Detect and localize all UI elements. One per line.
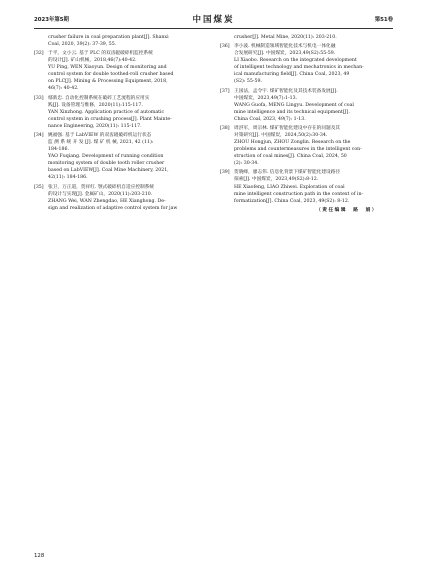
- reference-line: 的设计[J]. 矿山机械，2018,46(7):40-42.: [48, 58, 137, 64]
- reference-number: [38]: [220, 125, 230, 131]
- reference-line: problems and countermeasures in the intelligent con-: [234, 147, 362, 153]
- reference-entry: [220, 88, 396, 123]
- reference-line: WANG Guofa, MENG Lingyu. Development of coal: [234, 102, 354, 108]
- reference-continuation: [34, 34, 210, 48]
- reference-line: mine intelligent construction path in the context of in-: [234, 191, 364, 197]
- reference-line: HE Xiaofeng, LIAO Zhiwei. Exploration of coal: [234, 184, 345, 190]
- reference-line: control system for double toothed-roll crusher based: [48, 72, 174, 78]
- reference-line: 184-186.: [48, 147, 69, 153]
- reference-line: (S2): 55-59.: [234, 79, 262, 85]
- journal-title: 中国煤炭: [192, 15, 235, 25]
- reference-line: LI Xiaobo. Research on the integrated development: [234, 58, 357, 64]
- reference-entry: [220, 125, 396, 167]
- reference-line: of intelligent technology and mechatronics in mechan-: [234, 65, 364, 71]
- reference-line: 42(11): 184-186.: [48, 175, 88, 181]
- reference-line: based on LabVIEW[J]. Coal Mine Machinery, 2021,: [48, 168, 169, 174]
- reference-number: [36]: [220, 44, 230, 50]
- reference-line: on PLC[J]. Mining & Processing Equipment, 2018,: [48, 79, 168, 85]
- header-rule: [34, 28, 393, 29]
- reference-line: crusher[J]. Metal Mine, 2020(11): 203-210.: [234, 35, 337, 40]
- reference-line: 周洪军，周宗林. 煤矿智能化建设中存在的问题及其: [234, 125, 341, 131]
- reference-line: China Coal, 2023, 49(7): 1-13.: [234, 116, 306, 122]
- reference-line: YU Ping, WEN Xiaoyun. Design of monitoring and: [48, 65, 167, 71]
- reference-line: (2): 30-34.: [234, 161, 259, 167]
- reference-line: 王国法，孟令宇. 煤矿智能化及其技术装备发展[J].: [234, 88, 338, 94]
- reference-number: [39]: [220, 170, 230, 176]
- running-header: [34, 15, 393, 25]
- reference-line: 探索[J]. 中国煤炭，2023,49(S2):8-12.: [234, 177, 319, 183]
- reference-line: 姚福强. 基于 LabVIEW 的双齿辊破碎机运行状态: [48, 132, 152, 138]
- reference-line: control system in crushing process[J]. Plant Mainte-: [48, 116, 172, 122]
- reference-line: formatization[J]. China Coal, 2023, 49(S2): 8-12.: [234, 198, 350, 204]
- reference-line: mine intelligence and its technical equipment[J].: [234, 109, 350, 115]
- reference-number: [32]: [34, 51, 44, 57]
- reference-line: crusher failure in coal preparation plant[J]. Shanxi: [48, 35, 169, 40]
- reference-line: Coal, 2020, 39(2): 37-39, 55.: [48, 42, 117, 48]
- reference-number: [37]: [220, 88, 230, 94]
- reference-number: [35]: [34, 184, 44, 190]
- reference-line: YAN Xinzhong. Application practice of automatic: [48, 109, 165, 115]
- reference-entry: [220, 43, 396, 85]
- reference-line: monitoring system of double tooth roller crusher: [48, 161, 165, 167]
- reference-line: 张卫，万正道，贺祥红. 颚式破碎机自适应控制系统: [48, 184, 155, 190]
- reference-entry: [34, 50, 210, 92]
- reference-entry: [34, 184, 210, 212]
- reference-line: 46(7): 40-42.: [48, 86, 79, 92]
- reference-line: 监 测 系 统 开 发 [J]. 煤 矿 机 械, 2021, 42 (11):: [48, 140, 154, 146]
- reference-line: nance Engineering, 2020(11): 115-117.: [48, 123, 142, 129]
- left-column: [34, 34, 210, 214]
- reference-line: YAO Fuqiang. Development of running condition: [48, 154, 164, 160]
- reference-line: ZHANG Wei, WAN Zhengdao, HE Xianghong. De-: [48, 198, 166, 204]
- reference-line: 合发展研究[J]. 中国煤炭，2023,49(S2):55-59.: [234, 51, 336, 57]
- reference-entry: [34, 95, 210, 130]
- reference-line: 鄢新忠. 自动化控制系统在破碎工艺流程的应用实: [48, 95, 150, 101]
- reference-line: sign and realization of adaptive control system for jaw: [48, 205, 178, 211]
- reference-line: 中国煤炭，2023,49(7):1-13.: [234, 95, 298, 101]
- reference-line: 李小波. 机械制造领域智能化技术与机电一体化融: [234, 44, 336, 50]
- reference-entry: [220, 169, 396, 204]
- reference-line: 对策研究[J]. 中国煤炭，2024,50(2):30-34.: [234, 132, 328, 138]
- page-number: 128: [34, 553, 45, 559]
- reference-number: [33]: [34, 95, 44, 101]
- reference-entry: [34, 132, 210, 181]
- reference-line: ical manufacturing field[J]. China Coal, 2023, 49: [234, 72, 350, 78]
- reference-line: ZHOU Hongjun, ZHOU Zonglin. Research on the: [234, 140, 351, 146]
- issue-label: 2023年第5期: [34, 17, 69, 23]
- reference-line: 的设计与实现[J]. 金属矿山，2020(11):203-210.: [48, 191, 153, 197]
- reference-line: 于平，文小云. 基于 PLC 的双齿辊破碎机监控系统: [48, 51, 153, 57]
- right-column: [220, 34, 396, 214]
- reference-line: struction of coal mines[J]. China Coal, 2024, 50: [234, 154, 347, 160]
- reference-line: 践[J]. 设备管理与维修，2020(11):115-117.: [48, 102, 143, 108]
- reference-line: 贺晓峰，廖志伟. 信息化背景下煤矿智能化建设路径: [234, 170, 341, 176]
- volume-label: 第51卷: [374, 17, 393, 23]
- reference-continuation: [220, 34, 396, 41]
- responsible-editor: （责任编辑 路 娟）: [316, 207, 378, 213]
- reference-number: [34]: [34, 132, 44, 138]
